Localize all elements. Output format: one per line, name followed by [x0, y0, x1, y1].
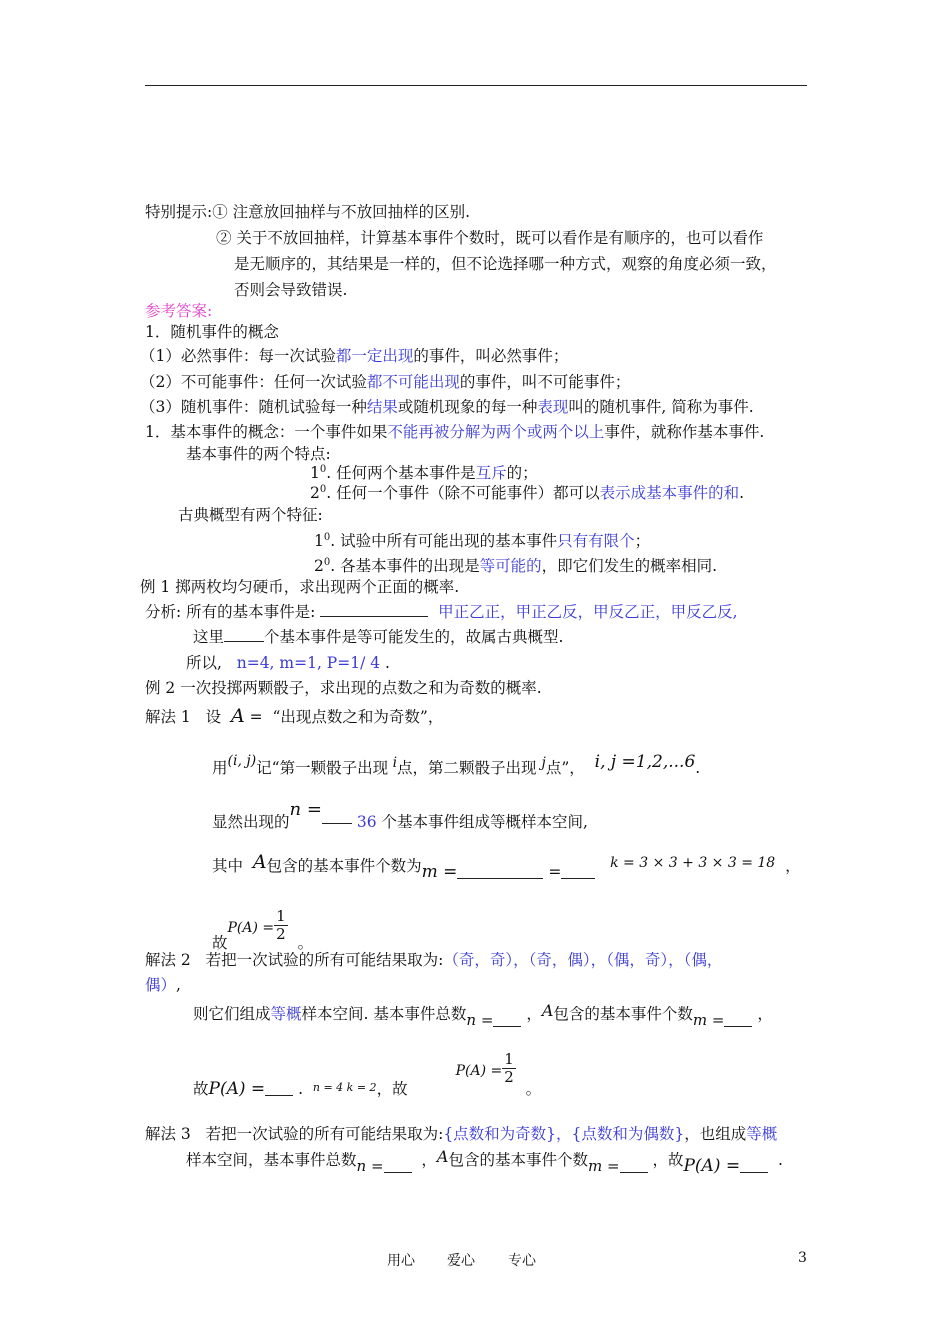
s2-def: 1．基本事件的概念：一个事件如果不能再被分解为两个或两个以上事件，就称作基本事件. [145, 423, 765, 441]
page-number: 3 [798, 1250, 807, 1266]
s3-feature-1: $1^0$. 试验中所有可能出现的基本事件只有有限个； [314, 532, 651, 551]
tip-line-2: ② 关于不放回抽样，计算基本事件个数时，既可以看作是有顺序的，也可以看作 [216, 229, 764, 247]
s2-features-title: 基本事件的两个特点: [186, 445, 331, 463]
ex2-method1-set: 解法 1 设 A = “出现点数之和为奇数”， [145, 705, 444, 727]
s3-title: 古典概型有两个特征: [178, 506, 323, 524]
s1-title: 1．随机事件的概念 [145, 323, 279, 341]
s1-line-b: （2）不可能事件：任何一次试验都不可能出现的事件，叫不可能事件； [140, 373, 631, 391]
ex2-method3-space: 样本空间，基本事件总数n = ，A包含的基本事件个数m = ，故P(A) = . [186, 1147, 783, 1176]
footer-text-c: 专心 [508, 1253, 536, 1269]
ex2-method2-def: 解法 2 若把一次试验的所有可能结果取为:（奇，奇），（奇，偶），（偶，奇），（偶， [145, 951, 723, 969]
ex2-method2-result: 故P(A) = . $_{n = 4 k = 2}$，故P(A) = $\frac{1}{2}$ 。 [193, 1050, 542, 1099]
ex1-question: 例 1 掷两枚均匀硬币，求出现两个正面的概率. [140, 578, 460, 596]
ex2-question: 例 2 一次投掷两颗骰子，求出现的点数之和为奇数的概率. [145, 679, 542, 697]
ex1-result: 所以, n=4, m=1, P=1/ 4 . [186, 654, 390, 672]
s3-feature-2: $2^0$. 各基本事件的出现是等可能的，即它们发生的概率相同. [314, 557, 718, 576]
s1-line-a: （1）必然事件：每一次试验都一定出现的事件，叫必然事件； [140, 347, 569, 365]
ex1-equal-prob: 这里 个基本事件是等可能发生的，故属古典概型. [193, 628, 564, 646]
header-rule [145, 85, 807, 86]
ex2-count: 其中 A包含的基本事件个数为m = = k = 3 × 3 + 3 × 3 = 18 ， [212, 851, 801, 882]
s2-feature-2: $2^0$. 任何一个事件（除不可能事件）都可以表示成基本事件的和. [310, 484, 745, 503]
ex2-method2-space: 则它们组成等概样本空间. 基本事件总数n = ，A包含的基本事件个数m = ， [193, 1001, 773, 1029]
ex2-notation: 用(i, j)记“第一颗骰子出现 i点，第二颗骰子出现 j点”， i, j =1,2,...6. [212, 752, 701, 777]
footer-text-b: 爱心 [447, 1253, 475, 1269]
tip-line-1: 特别提示:① 注意放回抽样与不放回抽样的区别. [145, 203, 471, 221]
ex1-analysis: 分析: 所有的基本事件是: 甲正乙正，甲正乙反，甲反乙正，甲反乙反, [145, 603, 738, 621]
s1-line-c: （3）随机事件：随机试验每一种结果或随机现象的每一种表现叫的随机事件, 简称为事件. [140, 398, 754, 416]
ex2-method2-def-cont: 偶）, [145, 976, 181, 994]
footer-text-a: 用心 [387, 1253, 415, 1269]
ex2-probability-1: 故P(A) = $\frac{1}{2}$ 。 [212, 907, 314, 952]
s2-feature-1: $1^0$. 任何两个基本事件是互斥的； [310, 464, 538, 483]
ex2-method3-def: 解法 3 若把一次试验的所有可能结果取为:{点数和为奇数}，{点数和为偶数}，也组成等概 [145, 1125, 778, 1143]
tip-line-3: 是无顺序的，其结果是一样的，但不论选择哪一种方式，观察的角度必须一致， [234, 255, 777, 273]
tip-line-4: 否则会导致错误. [234, 281, 348, 299]
ex2-sample-space: 显然出现的n = 36 个基本事件组成等概样本空间, [212, 799, 588, 831]
answer-label: 参考答案: [145, 302, 213, 320]
